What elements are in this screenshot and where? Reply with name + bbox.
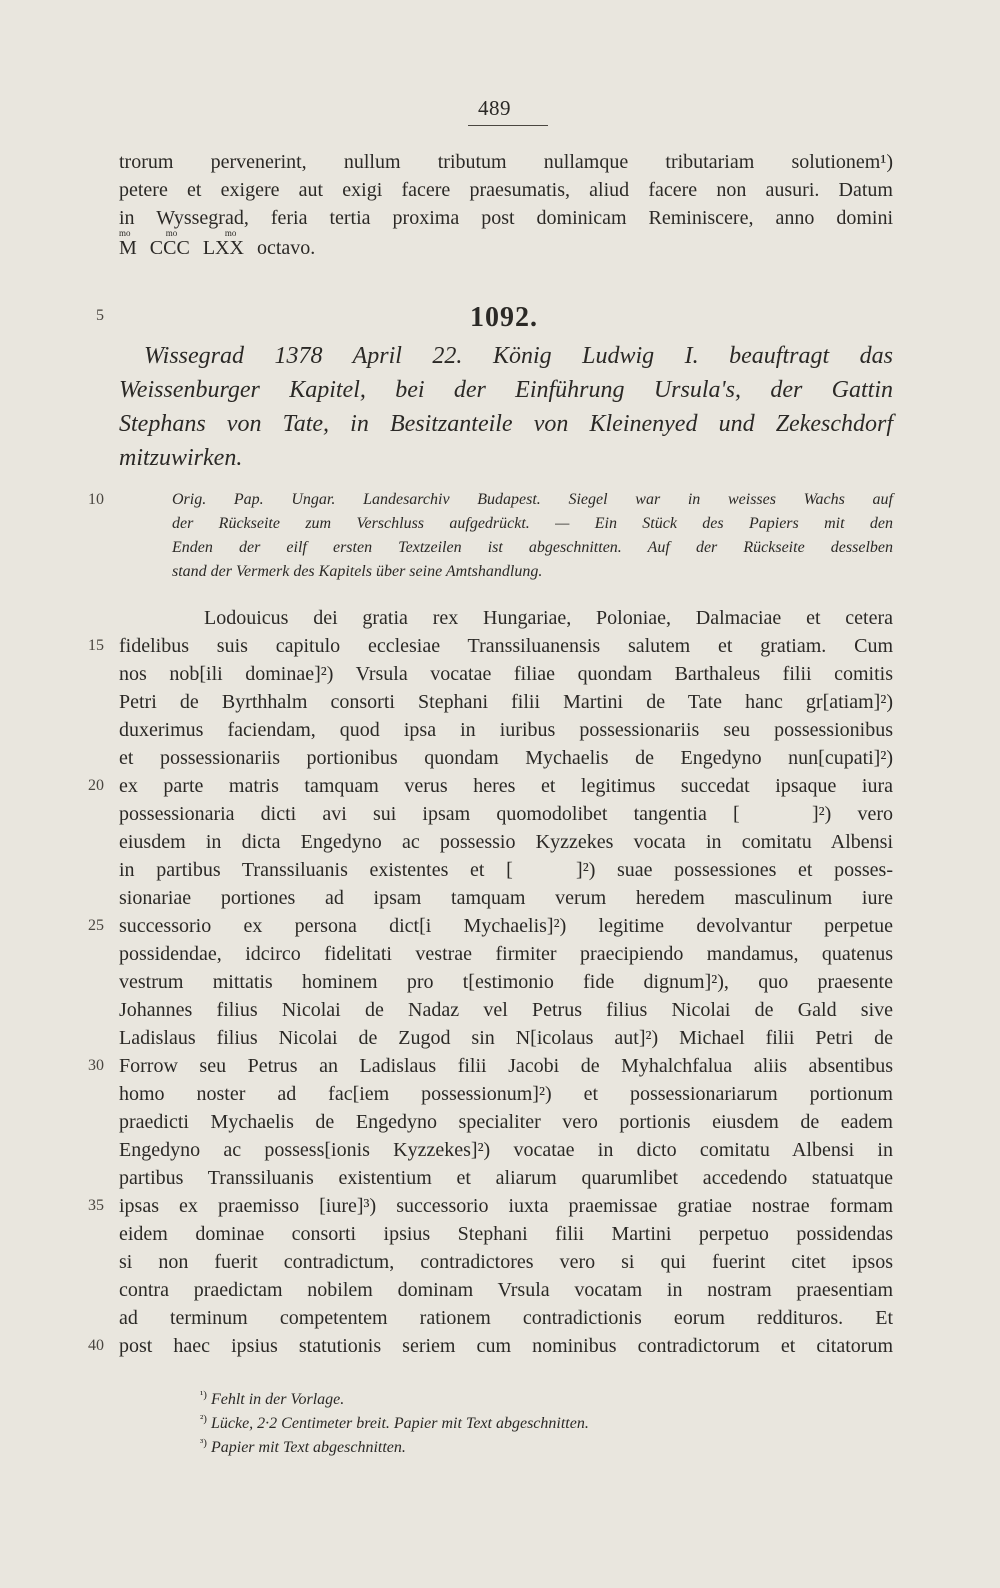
line-number: 25 [88, 917, 104, 934]
line-number: 40 [88, 1337, 104, 1354]
line-number: 20 [88, 777, 104, 794]
footnote [200, 1436, 880, 1460]
footnote-mark: ²) [200, 1412, 207, 1425]
body-line: nos nob[ili dominae]²) Vrsula vocatae filiae quondam Barthaleus filii comitis [119, 663, 893, 685]
body-line: post haec ipsius statutionis seriem cum nominibus contradictorum et citatorum [119, 1335, 893, 1357]
source-note-line: stand der Vermerk des Kapitels über seine Amtshandlung. [172, 563, 543, 580]
page-number: 489 [478, 96, 511, 120]
body-line: fidelibus suis capitulo ecclesiae Transsiluanensis salutem et gratiam. Cum [119, 635, 893, 657]
document-number: 1092. [470, 302, 538, 333]
roman-superscript: mo [119, 228, 131, 238]
body-line: eidem dominae consorti ipsius Stephani filii Martini perpetuo possidendas [119, 1223, 893, 1245]
headline-line: Stephans von Tate, in Besitzanteile von Kleinenyed und Zekeschdorf [119, 411, 893, 437]
body-line: vestrum mittatis hominem pro t[estimonio fide dignum]²), quo praesente [119, 971, 893, 993]
headline-line: Wissegrad 1378 April 22. König Ludwig I. beauftragt das [144, 343, 893, 369]
roman-superscript: mo [165, 228, 178, 238]
body-line: Forrow seu Petrus an Ladislaus filii Jacobi de Myhalchfalua aliis absentibus [119, 1055, 893, 1077]
body-line: sionariae portiones ad ipsam tamquam verum heredem masculinum iure [119, 887, 893, 909]
page-number-rule [468, 125, 548, 126]
body-line: possessionaria dicti avi sui ipsam quomodolibet tangentia [ ]²) vero [119, 803, 893, 825]
footnote-text: Fehlt in der Vorlage. [210, 1391, 345, 1408]
text-line: trorum pervenerint, nullum tributum nullamque tributariam solutionem¹) [119, 151, 893, 173]
line-number: 15 [88, 637, 104, 654]
source-note-line: der Rückseite zum Verschluss aufgedrückt. — Ein Stück des Papiers mit den [172, 515, 893, 532]
roman-numeral: mo CCC [149, 228, 190, 259]
body-line: duxerimus faciendam, quod ipsa in iuribus possessionariis seu possessionibus [119, 719, 893, 741]
source-note-line: Enden der eilf ersten Textzeilen ist abgeschnitten. Auf der Rückseite desselben [172, 539, 893, 556]
body-line: praedicti Mychaelis de Engedyno specialiter vero portionis eiusdem de eadem [119, 1111, 893, 1133]
body-line: Engedyno ac possess[ionis Kyzzekes]²) vocatae in dicto comitatu Albensi in [119, 1139, 893, 1161]
body-line: et possessionariis portionibus quondam Mychaelis de Engedyno nun[cupati]²) [119, 747, 893, 769]
headline-line: Weissenburger Kapitel, bei der Einführung Ursula's, der Gattin [119, 377, 893, 403]
footnote [200, 1412, 880, 1436]
body-line: Lodouicus dei gratia rex Hungariae, Poloniae, Dalmaciae et cetera [204, 607, 893, 629]
roman-numeral: mo M [119, 228, 137, 259]
headline-line: mitzuwirken. [119, 445, 243, 471]
roman-superscript: mo [224, 228, 237, 238]
line-number: 5 [96, 307, 104, 324]
source-note-line: Orig. Pap. Ungar. Landesarchiv Budapest. Siegel war in weisses Wachs auf [172, 491, 893, 508]
body-line: homo noster ad fac[iem possessionum]²) et possessionariarum portionum [119, 1083, 893, 1105]
body-line: Ladislaus filius Nicolai de Zugod sin N[icolaus aut]²) Michael filii Petri de [119, 1027, 893, 1049]
roman-numeral: mo LXX [202, 228, 244, 259]
body-line: partibus Transsiluanis existentium et aliarum quarumlibet accedendo statuatque [119, 1167, 893, 1189]
body-line: ad terminum competentem rationem contradictionis eorum reddituros. Et [119, 1307, 893, 1329]
body-line: Petri de Byrthhalm consorti Stephani filii Martini de Tate hanc gr[atiam]²) [119, 691, 893, 713]
text-line: petere et exigere aut exigi facere praesumatis, aliud facere non ausuri. Datum [119, 179, 893, 201]
footnote-mark: ¹) [200, 1388, 207, 1401]
footnote [200, 1388, 880, 1412]
date-line [119, 228, 893, 262]
body-line: si non fuerit contradictum, contradictores vero si qui fuerint citet ipsos [119, 1251, 893, 1273]
body-line: eiusdem in dicta Engedyno ac possessio Kyzzekes vocata in comitatu Albensi [119, 831, 893, 853]
footnote-text: Lücke, 2·2 Centimeter breit. Papier mit Text abgeschnitten. [210, 1415, 589, 1432]
line-number: 30 [88, 1057, 104, 1074]
body-line: successorio ex persona dict[i Mychaelis]²) legitime devolvantur perpetue [119, 915, 893, 937]
date-line-rest: octavo. [256, 237, 316, 259]
body-line: ipsas ex praemisso [iure]³) successorio iuxta praemissae gratiae nostrae formam [119, 1195, 893, 1217]
text-line: in Wyssegrad, feria tertia proxima post dominicam Reminiscere, anno domini [119, 207, 893, 229]
line-number: 10 [88, 491, 104, 508]
footnote-text: Papier mit Text abgeschnitten. [210, 1439, 406, 1456]
body-line: Johannes filius Nicolai de Nadaz vel Petrus filius Nicolai de Gald sive [119, 999, 893, 1021]
body-line: in partibus Transsiluanis existentes et [ ]²) suae possessiones et posses- [119, 859, 893, 881]
footnote-mark: ³) [200, 1436, 207, 1449]
body-line: contra praedictam nobilem dominam Vrsula vocatam in nostram praesentiam [119, 1279, 893, 1301]
line-number: 35 [88, 1197, 104, 1214]
body-line: ex parte matris tamquam verus heres et legitimus succedat ipsaque iura [119, 775, 893, 797]
body-line: possidendae, idcirco fidelitati vestrae firmiter praecipiendo mandamus, quatenus [119, 943, 893, 965]
